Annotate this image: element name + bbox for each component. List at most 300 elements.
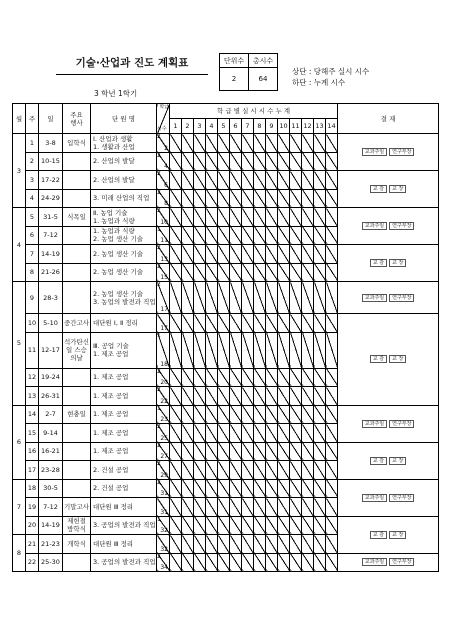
class-progress-cell[interactable] bbox=[230, 263, 242, 282]
class-progress-cell[interactable] bbox=[194, 442, 206, 461]
class-progress-cell[interactable] bbox=[302, 226, 314, 245]
class-progress-cell[interactable] bbox=[242, 314, 254, 333]
class-progress-cell[interactable] bbox=[230, 516, 242, 535]
class-progress-cell[interactable] bbox=[182, 387, 194, 406]
class-progress-cell[interactable] bbox=[266, 461, 278, 480]
class-progress-cell[interactable] bbox=[218, 332, 230, 368]
class-progress-cell[interactable] bbox=[206, 134, 218, 153]
class-progress-cell[interactable] bbox=[206, 332, 218, 368]
class-progress-cell[interactable] bbox=[242, 479, 254, 498]
class-progress-cell[interactable] bbox=[290, 208, 302, 227]
class-progress-cell[interactable] bbox=[254, 208, 266, 227]
class-progress-cell[interactable] bbox=[206, 245, 218, 264]
class-progress-cell[interactable] bbox=[254, 368, 266, 387]
class-progress-cell[interactable] bbox=[266, 516, 278, 535]
class-progress-cell[interactable] bbox=[302, 405, 314, 424]
class-progress-cell[interactable] bbox=[194, 152, 206, 171]
class-progress-cell[interactable] bbox=[230, 208, 242, 227]
class-progress-cell[interactable] bbox=[254, 171, 266, 190]
class-progress-cell[interactable] bbox=[206, 152, 218, 171]
class-progress-cell[interactable] bbox=[230, 387, 242, 406]
class-progress-cell[interactable] bbox=[254, 226, 266, 245]
class-progress-cell[interactable] bbox=[242, 189, 254, 208]
class-progress-cell[interactable] bbox=[254, 263, 266, 282]
class-progress-cell[interactable] bbox=[194, 263, 206, 282]
class-progress-cell[interactable] bbox=[218, 189, 230, 208]
class-progress-cell[interactable] bbox=[254, 516, 266, 535]
class-progress-cell[interactable] bbox=[302, 263, 314, 282]
class-progress-cell[interactable] bbox=[194, 368, 206, 387]
class-progress-cell[interactable] bbox=[242, 405, 254, 424]
class-progress-cell[interactable] bbox=[206, 368, 218, 387]
class-progress-cell[interactable] bbox=[230, 498, 242, 517]
class-progress-cell[interactable] bbox=[182, 189, 194, 208]
class-progress-cell[interactable] bbox=[206, 424, 218, 443]
class-progress-cell[interactable] bbox=[194, 479, 206, 498]
class-progress-cell[interactable] bbox=[278, 387, 290, 406]
class-progress-cell[interactable] bbox=[254, 405, 266, 424]
class-progress-cell[interactable] bbox=[170, 314, 182, 333]
class-progress-cell[interactable] bbox=[194, 405, 206, 424]
class-progress-cell[interactable] bbox=[182, 314, 194, 333]
class-progress-cell[interactable] bbox=[194, 208, 206, 227]
class-progress-cell[interactable] bbox=[230, 424, 242, 443]
class-progress-cell[interactable] bbox=[230, 226, 242, 245]
class-progress-cell[interactable] bbox=[242, 553, 254, 572]
class-progress-cell[interactable] bbox=[302, 424, 314, 443]
class-progress-cell[interactable] bbox=[218, 245, 230, 264]
class-progress-cell[interactable] bbox=[170, 226, 182, 245]
class-progress-cell[interactable] bbox=[290, 553, 302, 572]
class-progress-cell[interactable] bbox=[290, 332, 302, 368]
class-progress-cell[interactable] bbox=[326, 553, 338, 572]
class-progress-cell[interactable] bbox=[290, 152, 302, 171]
class-progress-cell[interactable] bbox=[230, 134, 242, 153]
class-progress-cell[interactable] bbox=[206, 314, 218, 333]
class-progress-cell[interactable] bbox=[254, 314, 266, 333]
class-progress-cell[interactable] bbox=[230, 332, 242, 368]
class-progress-cell[interactable] bbox=[170, 171, 182, 190]
class-progress-cell[interactable] bbox=[254, 189, 266, 208]
class-progress-cell[interactable] bbox=[170, 553, 182, 572]
class-progress-cell[interactable] bbox=[218, 405, 230, 424]
class-progress-cell[interactable] bbox=[182, 442, 194, 461]
class-progress-cell[interactable] bbox=[290, 314, 302, 333]
class-progress-cell[interactable] bbox=[314, 387, 326, 406]
class-progress-cell[interactable] bbox=[326, 442, 338, 461]
class-progress-cell[interactable] bbox=[254, 245, 266, 264]
class-progress-cell[interactable] bbox=[314, 479, 326, 498]
class-progress-cell[interactable] bbox=[314, 263, 326, 282]
class-progress-cell[interactable] bbox=[170, 535, 182, 554]
class-progress-cell[interactable] bbox=[278, 189, 290, 208]
class-progress-cell[interactable] bbox=[218, 263, 230, 282]
class-progress-cell[interactable] bbox=[242, 498, 254, 517]
class-progress-cell[interactable] bbox=[206, 189, 218, 208]
class-progress-cell[interactable] bbox=[194, 226, 206, 245]
class-progress-cell[interactable] bbox=[314, 134, 326, 153]
class-progress-cell[interactable] bbox=[254, 332, 266, 368]
class-progress-cell[interactable] bbox=[206, 479, 218, 498]
class-progress-cell[interactable] bbox=[314, 368, 326, 387]
class-progress-cell[interactable] bbox=[290, 516, 302, 535]
class-progress-cell[interactable] bbox=[170, 332, 182, 368]
class-progress-cell[interactable] bbox=[302, 189, 314, 208]
class-progress-cell[interactable] bbox=[170, 368, 182, 387]
class-progress-cell[interactable] bbox=[314, 442, 326, 461]
class-progress-cell[interactable] bbox=[314, 498, 326, 517]
class-progress-cell[interactable] bbox=[290, 134, 302, 153]
class-progress-cell[interactable] bbox=[302, 368, 314, 387]
class-progress-cell[interactable] bbox=[326, 461, 338, 480]
class-progress-cell[interactable] bbox=[290, 189, 302, 208]
class-progress-cell[interactable] bbox=[218, 282, 230, 314]
class-progress-cell[interactable] bbox=[266, 189, 278, 208]
class-progress-cell[interactable] bbox=[230, 152, 242, 171]
class-progress-cell[interactable] bbox=[242, 152, 254, 171]
class-progress-cell[interactable] bbox=[266, 171, 278, 190]
class-progress-cell[interactable] bbox=[278, 171, 290, 190]
class-progress-cell[interactable] bbox=[290, 461, 302, 480]
class-progress-cell[interactable] bbox=[314, 405, 326, 424]
class-progress-cell[interactable] bbox=[266, 282, 278, 314]
class-progress-cell[interactable] bbox=[290, 368, 302, 387]
class-progress-cell[interactable] bbox=[290, 405, 302, 424]
class-progress-cell[interactable] bbox=[302, 535, 314, 554]
class-progress-cell[interactable] bbox=[326, 152, 338, 171]
class-progress-cell[interactable] bbox=[254, 152, 266, 171]
class-progress-cell[interactable] bbox=[302, 314, 314, 333]
class-progress-cell[interactable] bbox=[278, 535, 290, 554]
class-progress-cell[interactable] bbox=[194, 387, 206, 406]
class-progress-cell[interactable] bbox=[314, 553, 326, 572]
class-progress-cell[interactable] bbox=[194, 332, 206, 368]
class-progress-cell[interactable] bbox=[182, 245, 194, 264]
class-progress-cell[interactable] bbox=[218, 314, 230, 333]
class-progress-cell[interactable] bbox=[170, 442, 182, 461]
class-progress-cell[interactable] bbox=[182, 424, 194, 443]
class-progress-cell[interactable] bbox=[290, 282, 302, 314]
class-progress-cell[interactable] bbox=[314, 152, 326, 171]
class-progress-cell[interactable] bbox=[230, 171, 242, 190]
class-progress-cell[interactable] bbox=[218, 424, 230, 443]
class-progress-cell[interactable] bbox=[170, 189, 182, 208]
class-progress-cell[interactable] bbox=[266, 368, 278, 387]
class-progress-cell[interactable] bbox=[194, 516, 206, 535]
class-progress-cell[interactable] bbox=[182, 171, 194, 190]
class-progress-cell[interactable] bbox=[266, 134, 278, 153]
class-progress-cell[interactable] bbox=[314, 208, 326, 227]
class-progress-cell[interactable] bbox=[230, 405, 242, 424]
class-progress-cell[interactable] bbox=[170, 387, 182, 406]
class-progress-cell[interactable] bbox=[170, 498, 182, 517]
class-progress-cell[interactable] bbox=[326, 424, 338, 443]
class-progress-cell[interactable] bbox=[314, 424, 326, 443]
class-progress-cell[interactable] bbox=[206, 498, 218, 517]
class-progress-cell[interactable] bbox=[170, 263, 182, 282]
class-progress-cell[interactable] bbox=[218, 553, 230, 572]
class-progress-cell[interactable] bbox=[182, 479, 194, 498]
class-progress-cell[interactable] bbox=[326, 282, 338, 314]
class-progress-cell[interactable] bbox=[326, 171, 338, 190]
class-progress-cell[interactable] bbox=[266, 332, 278, 368]
class-progress-cell[interactable] bbox=[278, 442, 290, 461]
class-progress-cell[interactable] bbox=[290, 442, 302, 461]
class-progress-cell[interactable] bbox=[182, 332, 194, 368]
class-progress-cell[interactable] bbox=[314, 189, 326, 208]
class-progress-cell[interactable] bbox=[254, 461, 266, 480]
class-progress-cell[interactable] bbox=[242, 134, 254, 153]
class-progress-cell[interactable] bbox=[314, 226, 326, 245]
class-progress-cell[interactable] bbox=[302, 134, 314, 153]
class-progress-cell[interactable] bbox=[242, 171, 254, 190]
class-progress-cell[interactable] bbox=[254, 498, 266, 517]
class-progress-cell[interactable] bbox=[266, 152, 278, 171]
class-progress-cell[interactable] bbox=[278, 498, 290, 517]
class-progress-cell[interactable] bbox=[254, 553, 266, 572]
class-progress-cell[interactable] bbox=[326, 314, 338, 333]
class-progress-cell[interactable] bbox=[230, 314, 242, 333]
class-progress-cell[interactable] bbox=[326, 226, 338, 245]
class-progress-cell[interactable] bbox=[290, 535, 302, 554]
class-progress-cell[interactable] bbox=[170, 152, 182, 171]
class-progress-cell[interactable] bbox=[266, 387, 278, 406]
class-progress-cell[interactable] bbox=[302, 332, 314, 368]
class-progress-cell[interactable] bbox=[266, 226, 278, 245]
class-progress-cell[interactable] bbox=[314, 245, 326, 264]
class-progress-cell[interactable] bbox=[170, 516, 182, 535]
class-progress-cell[interactable] bbox=[278, 553, 290, 572]
class-progress-cell[interactable] bbox=[266, 535, 278, 554]
class-progress-cell[interactable] bbox=[194, 314, 206, 333]
class-progress-cell[interactable] bbox=[230, 189, 242, 208]
class-progress-cell[interactable] bbox=[194, 245, 206, 264]
class-progress-cell[interactable] bbox=[290, 245, 302, 264]
class-progress-cell[interactable] bbox=[182, 208, 194, 227]
class-progress-cell[interactable] bbox=[266, 208, 278, 227]
class-progress-cell[interactable] bbox=[218, 226, 230, 245]
class-progress-cell[interactable] bbox=[182, 516, 194, 535]
class-progress-cell[interactable] bbox=[314, 516, 326, 535]
class-progress-cell[interactable] bbox=[314, 282, 326, 314]
class-progress-cell[interactable] bbox=[170, 208, 182, 227]
class-progress-cell[interactable] bbox=[170, 461, 182, 480]
class-progress-cell[interactable] bbox=[230, 553, 242, 572]
class-progress-cell[interactable] bbox=[218, 479, 230, 498]
class-progress-cell[interactable] bbox=[242, 263, 254, 282]
class-progress-cell[interactable] bbox=[194, 171, 206, 190]
class-progress-cell[interactable] bbox=[326, 405, 338, 424]
class-progress-cell[interactable] bbox=[278, 368, 290, 387]
class-progress-cell[interactable] bbox=[254, 387, 266, 406]
class-progress-cell[interactable] bbox=[242, 208, 254, 227]
class-progress-cell[interactable] bbox=[218, 368, 230, 387]
class-progress-cell[interactable] bbox=[302, 461, 314, 480]
class-progress-cell[interactable] bbox=[170, 424, 182, 443]
class-progress-cell[interactable] bbox=[278, 226, 290, 245]
class-progress-cell[interactable] bbox=[326, 189, 338, 208]
class-progress-cell[interactable] bbox=[290, 424, 302, 443]
class-progress-cell[interactable] bbox=[218, 516, 230, 535]
class-progress-cell[interactable] bbox=[326, 387, 338, 406]
class-progress-cell[interactable] bbox=[182, 282, 194, 314]
class-progress-cell[interactable] bbox=[314, 461, 326, 480]
class-progress-cell[interactable] bbox=[242, 461, 254, 480]
class-progress-cell[interactable] bbox=[182, 405, 194, 424]
class-progress-cell[interactable] bbox=[194, 553, 206, 572]
class-progress-cell[interactable] bbox=[326, 368, 338, 387]
class-progress-cell[interactable] bbox=[206, 553, 218, 572]
class-progress-cell[interactable] bbox=[314, 535, 326, 554]
class-progress-cell[interactable] bbox=[230, 245, 242, 264]
class-progress-cell[interactable] bbox=[206, 387, 218, 406]
class-progress-cell[interactable] bbox=[314, 314, 326, 333]
class-progress-cell[interactable] bbox=[206, 282, 218, 314]
class-progress-cell[interactable] bbox=[194, 535, 206, 554]
class-progress-cell[interactable] bbox=[206, 461, 218, 480]
class-progress-cell[interactable] bbox=[302, 208, 314, 227]
class-progress-cell[interactable] bbox=[278, 314, 290, 333]
class-progress-cell[interactable] bbox=[266, 424, 278, 443]
class-progress-cell[interactable] bbox=[254, 442, 266, 461]
class-progress-cell[interactable] bbox=[218, 442, 230, 461]
class-progress-cell[interactable] bbox=[302, 498, 314, 517]
class-progress-cell[interactable] bbox=[290, 263, 302, 282]
class-progress-cell[interactable] bbox=[326, 263, 338, 282]
class-progress-cell[interactable] bbox=[266, 245, 278, 264]
class-progress-cell[interactable] bbox=[242, 516, 254, 535]
class-progress-cell[interactable] bbox=[254, 424, 266, 443]
class-progress-cell[interactable] bbox=[194, 189, 206, 208]
class-progress-cell[interactable] bbox=[302, 553, 314, 572]
class-progress-cell[interactable] bbox=[194, 282, 206, 314]
class-progress-cell[interactable] bbox=[218, 535, 230, 554]
class-progress-cell[interactable] bbox=[218, 152, 230, 171]
class-progress-cell[interactable] bbox=[242, 282, 254, 314]
class-progress-cell[interactable] bbox=[302, 516, 314, 535]
class-progress-cell[interactable] bbox=[194, 424, 206, 443]
class-progress-cell[interactable] bbox=[266, 479, 278, 498]
class-progress-cell[interactable] bbox=[290, 226, 302, 245]
class-progress-cell[interactable] bbox=[218, 208, 230, 227]
class-progress-cell[interactable] bbox=[302, 282, 314, 314]
class-progress-cell[interactable] bbox=[194, 461, 206, 480]
class-progress-cell[interactable] bbox=[278, 461, 290, 480]
class-progress-cell[interactable] bbox=[278, 263, 290, 282]
class-progress-cell[interactable] bbox=[206, 171, 218, 190]
class-progress-cell[interactable] bbox=[302, 171, 314, 190]
class-progress-cell[interactable] bbox=[230, 461, 242, 480]
class-progress-cell[interactable] bbox=[266, 553, 278, 572]
class-progress-cell[interactable] bbox=[302, 442, 314, 461]
class-progress-cell[interactable] bbox=[266, 442, 278, 461]
class-progress-cell[interactable] bbox=[182, 134, 194, 153]
class-progress-cell[interactable] bbox=[290, 171, 302, 190]
class-progress-cell[interactable] bbox=[182, 263, 194, 282]
class-progress-cell[interactable] bbox=[242, 424, 254, 443]
class-progress-cell[interactable] bbox=[206, 535, 218, 554]
class-progress-cell[interactable] bbox=[242, 535, 254, 554]
class-progress-cell[interactable] bbox=[278, 152, 290, 171]
class-progress-cell[interactable] bbox=[206, 442, 218, 461]
class-progress-cell[interactable] bbox=[230, 282, 242, 314]
class-progress-cell[interactable] bbox=[326, 332, 338, 368]
class-progress-cell[interactable] bbox=[326, 479, 338, 498]
class-progress-cell[interactable] bbox=[326, 134, 338, 153]
class-progress-cell[interactable] bbox=[242, 387, 254, 406]
class-progress-cell[interactable] bbox=[170, 245, 182, 264]
class-progress-cell[interactable] bbox=[266, 263, 278, 282]
class-progress-cell[interactable] bbox=[218, 498, 230, 517]
class-progress-cell[interactable] bbox=[302, 479, 314, 498]
class-progress-cell[interactable] bbox=[230, 535, 242, 554]
class-progress-cell[interactable] bbox=[242, 226, 254, 245]
class-progress-cell[interactable] bbox=[278, 332, 290, 368]
class-progress-cell[interactable] bbox=[278, 245, 290, 264]
class-progress-cell[interactable] bbox=[290, 479, 302, 498]
class-progress-cell[interactable] bbox=[206, 405, 218, 424]
class-progress-cell[interactable] bbox=[170, 282, 182, 314]
class-progress-cell[interactable] bbox=[182, 226, 194, 245]
class-progress-cell[interactable] bbox=[242, 332, 254, 368]
class-progress-cell[interactable] bbox=[278, 405, 290, 424]
class-progress-cell[interactable] bbox=[326, 245, 338, 264]
class-progress-cell[interactable] bbox=[230, 442, 242, 461]
class-progress-cell[interactable] bbox=[242, 368, 254, 387]
class-progress-cell[interactable] bbox=[326, 498, 338, 517]
class-progress-cell[interactable] bbox=[170, 134, 182, 153]
class-progress-cell[interactable] bbox=[218, 171, 230, 190]
class-progress-cell[interactable] bbox=[290, 498, 302, 517]
class-progress-cell[interactable] bbox=[266, 314, 278, 333]
class-progress-cell[interactable] bbox=[278, 479, 290, 498]
class-progress-cell[interactable] bbox=[182, 535, 194, 554]
class-progress-cell[interactable] bbox=[206, 208, 218, 227]
class-progress-cell[interactable] bbox=[278, 134, 290, 153]
class-progress-cell[interactable] bbox=[302, 245, 314, 264]
class-progress-cell[interactable] bbox=[242, 442, 254, 461]
class-progress-cell[interactable] bbox=[194, 498, 206, 517]
class-progress-cell[interactable] bbox=[230, 368, 242, 387]
class-progress-cell[interactable] bbox=[242, 245, 254, 264]
class-progress-cell[interactable] bbox=[278, 516, 290, 535]
class-progress-cell[interactable] bbox=[266, 498, 278, 517]
class-progress-cell[interactable] bbox=[278, 424, 290, 443]
class-progress-cell[interactable] bbox=[302, 387, 314, 406]
class-progress-cell[interactable] bbox=[326, 208, 338, 227]
class-progress-cell[interactable] bbox=[230, 479, 242, 498]
class-progress-cell[interactable] bbox=[302, 152, 314, 171]
class-progress-cell[interactable] bbox=[194, 134, 206, 153]
class-progress-cell[interactable] bbox=[278, 208, 290, 227]
class-progress-cell[interactable] bbox=[170, 479, 182, 498]
class-progress-cell[interactable] bbox=[290, 387, 302, 406]
class-progress-cell[interactable] bbox=[170, 405, 182, 424]
class-progress-cell[interactable] bbox=[182, 461, 194, 480]
class-progress-cell[interactable] bbox=[254, 134, 266, 153]
class-progress-cell[interactable] bbox=[314, 171, 326, 190]
class-progress-cell[interactable] bbox=[182, 553, 194, 572]
class-progress-cell[interactable] bbox=[254, 282, 266, 314]
class-progress-cell[interactable] bbox=[254, 479, 266, 498]
class-progress-cell[interactable] bbox=[206, 516, 218, 535]
class-progress-cell[interactable] bbox=[314, 332, 326, 368]
class-progress-cell[interactable] bbox=[218, 134, 230, 153]
class-progress-cell[interactable] bbox=[182, 498, 194, 517]
class-progress-cell[interactable] bbox=[218, 461, 230, 480]
class-progress-cell[interactable] bbox=[218, 387, 230, 406]
class-progress-cell[interactable] bbox=[254, 535, 266, 554]
